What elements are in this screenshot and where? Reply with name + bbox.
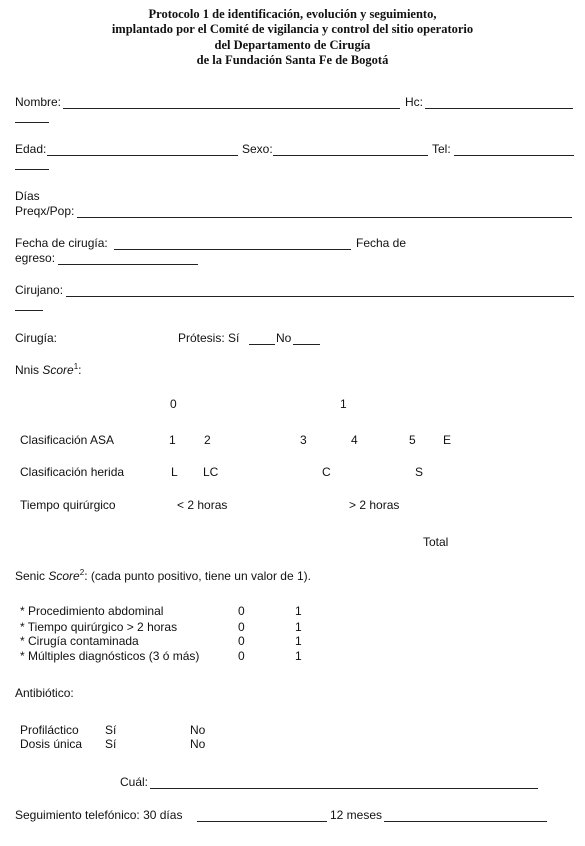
hc-label: Hc: <box>405 95 423 109</box>
fecha-egreso-label-1: Fecha de <box>356 236 407 250</box>
nnis-total-label: Total <box>423 535 449 549</box>
herida-value: L <box>171 465 178 479</box>
asa-value: 4 <box>351 433 358 447</box>
dosis-unica-si[interactable]: Sí <box>105 737 117 751</box>
fecha-cirugia-field[interactable] <box>114 249 351 250</box>
senic-item-value-0: 0 <box>238 634 245 648</box>
title-line-1: Protocolo 1 de identificación, evolución y seguimiento, <box>148 7 437 21</box>
fecha-egreso-field[interactable] <box>58 264 198 265</box>
senic-item-label: * Cirugía contaminada <box>20 634 139 648</box>
preqx-field[interactable] <box>77 217 572 218</box>
cirujano-field-continuation[interactable] <box>15 310 43 311</box>
nombre-field[interactable] <box>63 108 400 109</box>
nnis-row-label-asa: Clasificación ASA <box>20 433 115 447</box>
asa-value: 5 <box>409 433 416 447</box>
protesis-si-field[interactable] <box>249 344 275 345</box>
profilactico-si[interactable]: Sí <box>105 723 117 737</box>
senic-item-value-0: 0 <box>238 620 245 634</box>
herida-value: S <box>415 465 424 479</box>
preqx-label: Preqx/Pop: <box>15 204 75 218</box>
nnis-col-1: 1 <box>340 397 347 411</box>
senic-item-label: * Múltiples diagnósticos (3 ó más) <box>20 649 200 663</box>
senic-item-value-1: 1 <box>295 649 302 663</box>
fecha-cirugia-label: Fecha de cirugía: <box>15 236 108 250</box>
herida-value: LC <box>203 465 219 479</box>
profilactico-label: Profiláctico <box>20 723 79 737</box>
senic-item-value-0: 0 <box>238 604 245 618</box>
senic-item-value-1: 1 <box>295 620 302 634</box>
asa-value: 3 <box>300 433 307 447</box>
nnis-col-0: 0 <box>170 397 177 411</box>
protesis-no-field[interactable] <box>293 344 320 345</box>
herida-value: C <box>322 465 331 479</box>
seguimiento-label: Seguimiento telefónico: 30 días <box>15 808 183 822</box>
tel-field[interactable] <box>454 155 574 156</box>
cual-field[interactable] <box>150 788 538 789</box>
seguimiento-12-meses-field[interactable] <box>384 821 547 822</box>
protesis-no-label: No <box>276 331 292 345</box>
tel-field-continuation[interactable] <box>15 169 49 170</box>
title-line-3: del Departamento de Cirugía <box>214 38 371 52</box>
nombre-field-continuation[interactable] <box>15 122 49 123</box>
senic-item-value-0: 0 <box>238 649 245 663</box>
title-line-2: implantado por el Comité de vigilancia y control del sitio operatorio <box>111 22 474 36</box>
hc-field[interactable] <box>425 108 573 109</box>
edad-label: Edad: <box>15 142 47 156</box>
tiempo-value: > 2 horas <box>349 498 400 512</box>
asa-value: 1 <box>169 433 176 447</box>
senic-item-label: * Tiempo quirúrgico > 2 horas <box>20 620 178 634</box>
cual-label: Cuál: <box>120 775 149 789</box>
nnis-score-heading: Nnis Score$^1$: <box>15 362 82 377</box>
nnis-row-label-tiempo: Tiempo quirúrgico <box>20 498 116 512</box>
dias-label: Días <box>15 189 40 203</box>
senic-item-value-1: 1 <box>295 604 302 618</box>
tel-label: Tel: <box>432 142 451 156</box>
edad-field[interactable] <box>47 155 238 156</box>
seguimiento-12-meses-label: 12 meses <box>330 808 383 822</box>
senic-item-value-1: 1 <box>295 634 302 648</box>
sexo-field[interactable] <box>273 155 428 156</box>
asa-value: 2 <box>204 433 211 447</box>
fecha-egreso-label-2: egreso: <box>15 251 56 265</box>
title-line-4: de la Fundación Santa Fe de Bogotá <box>196 53 389 67</box>
protesis-label: Prótesis: Sí <box>178 331 240 345</box>
asa-value: E <box>443 433 452 447</box>
tiempo-value: < 2 horas <box>177 498 228 512</box>
senic-score-heading: Senic Score$^2$: (cada punto positivo, tiene un valor de 1). <box>15 568 311 583</box>
dosis-unica-no[interactable]: No <box>190 737 206 751</box>
profilactico-no[interactable]: No <box>190 723 206 737</box>
dosis-unica-label: Dosis única <box>20 737 83 751</box>
cirujano-label: Cirujano: <box>15 283 64 297</box>
cirugia-label: Cirugía: <box>15 331 58 345</box>
nnis-row-label-herida: Clasificación herida <box>20 465 125 479</box>
cirujano-field[interactable] <box>66 296 574 297</box>
nombre-label: Nombre: <box>15 95 62 109</box>
sexo-label: Sexo: <box>242 142 273 156</box>
senic-item-label: * Procedimiento abdominal <box>20 604 164 618</box>
antibiotico-label: Antibiótico: <box>15 686 74 700</box>
seguimiento-30-dias-field[interactable] <box>197 821 327 822</box>
